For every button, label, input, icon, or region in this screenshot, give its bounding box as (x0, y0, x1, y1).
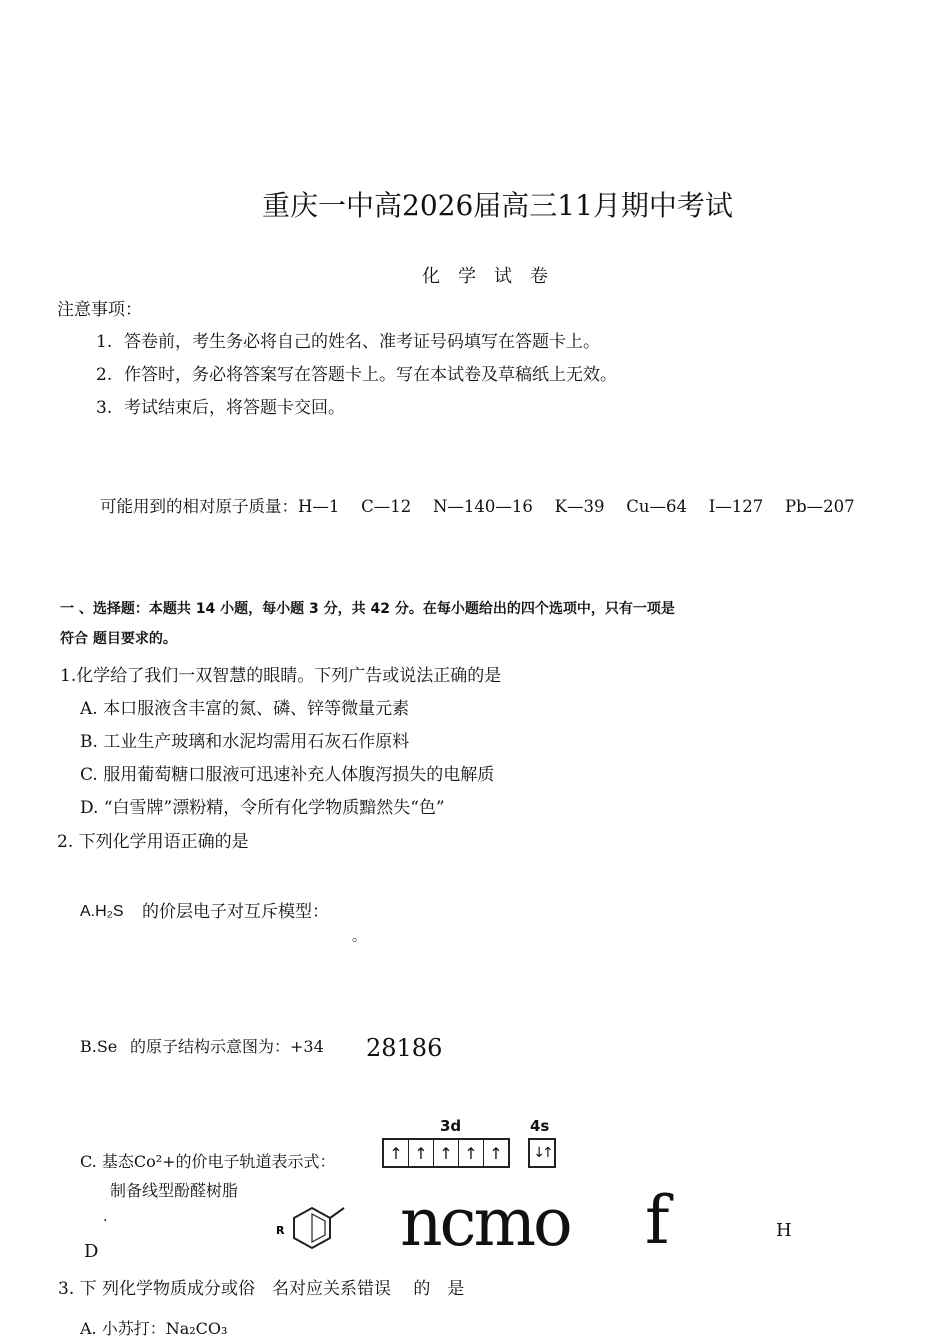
notice-num: 2. (96, 365, 113, 385)
exam-title: 重庆一中高2026届高三11月期中考试 (262, 189, 733, 222)
q1-option-b: B. 工业生产玻璃和水泥均需用石灰石作原料 (80, 732, 410, 752)
up-arrow-icon: ↑ (409, 1140, 434, 1166)
q2-d-label: D (84, 1241, 99, 1262)
atomic-masses: 可能用到的相对原子质量：H—1 C—12 N—140—16 K—39 Cu—64 I—127 Pb—207 (100, 497, 855, 516)
up-arrow-icon: ↑ (459, 1140, 484, 1166)
q1-option-d: D. “白雪牌”漂粉精，令所有化学物质黯然失“色” (80, 798, 445, 818)
benzene-ring-icon (272, 1198, 352, 1254)
exam-subtitle: 化 学 试 卷 (422, 266, 548, 287)
up-arrow-icon: ↑ (434, 1140, 459, 1166)
q2-d-dot: . (103, 1209, 108, 1225)
up-arrow-icon: ↑ (489, 1143, 503, 1163)
notice-heading: 注意事项： (57, 300, 142, 320)
question-2-stem: 2. 下列化学用语正确的是 (57, 832, 249, 852)
orbital-3d-label: 3d (440, 1117, 462, 1135)
q2-c-text: C. 基态Co²+的价电子轨道表示式： (80, 1152, 336, 1171)
question-3-stem: 3. 下 列化学物质成分或俗 名对应关系错误 的 是 (58, 1279, 465, 1299)
q1-option-c: C. 服用葡萄糖口服液可迅速补充人体腹泻损失的电解质 (80, 765, 495, 785)
notice-item: 考试结束后，将答题卡交回。 (124, 398, 345, 418)
section-heading: 一 、选择题：本题共 14 小题，每小题 3 分，共 42 分。在每小题给出的四个选项中，只有一项是 (60, 601, 675, 617)
question-1-stem: 1.化学给了我们一双智慧的眼睛。下列广告或说法正确的是 (60, 666, 502, 686)
benzene-substituent: R (276, 1224, 285, 1237)
q2-d-text: 制备线型酚醛树脂 (110, 1181, 239, 1200)
q2-a-text: 的价层电子对互斥模型： (142, 902, 329, 922)
q2-b-prefix: B.Se (80, 1037, 118, 1056)
up-arrow-icon: ↑ (384, 1140, 409, 1166)
q2-a-end: 。 (352, 929, 366, 945)
d-garbled-h: H (776, 1220, 792, 1241)
orbital-4s-box (528, 1138, 556, 1168)
section-heading-cont: 符合 题目要求的。 (60, 631, 177, 647)
orbital-4s-label: 4s (530, 1117, 550, 1135)
orbital-3d-boxes (382, 1138, 510, 1168)
notice-item: 答卷前，考生务必将自己的姓名、准考证号码填写在答题卡上。 (124, 332, 600, 352)
q2-b-shell-numbers: 28186 (366, 1034, 443, 1062)
q2-a-prefix: A.H₂S (80, 903, 124, 920)
q2-b-text: 的原子结构示意图为：+34 (130, 1037, 324, 1056)
d-garbled-f: f (645, 1182, 670, 1259)
notice-num: 1. (96, 332, 113, 352)
q3-option-a: A. 小苏打：Na₂CO₃ (80, 1319, 228, 1338)
q1-option-a: A. 本口服液含丰富的氮、磷、锌等微量元素 (80, 699, 410, 719)
notice-num: 3. (96, 398, 113, 418)
d-garbled-formula: ncmo (400, 1184, 570, 1261)
notice-item: 作答时，务必将答案写在答题卡上。写在本试卷及草稿纸上无效。 (124, 365, 617, 385)
paired-arrows-icon: ↓↑ (533, 1145, 551, 1161)
